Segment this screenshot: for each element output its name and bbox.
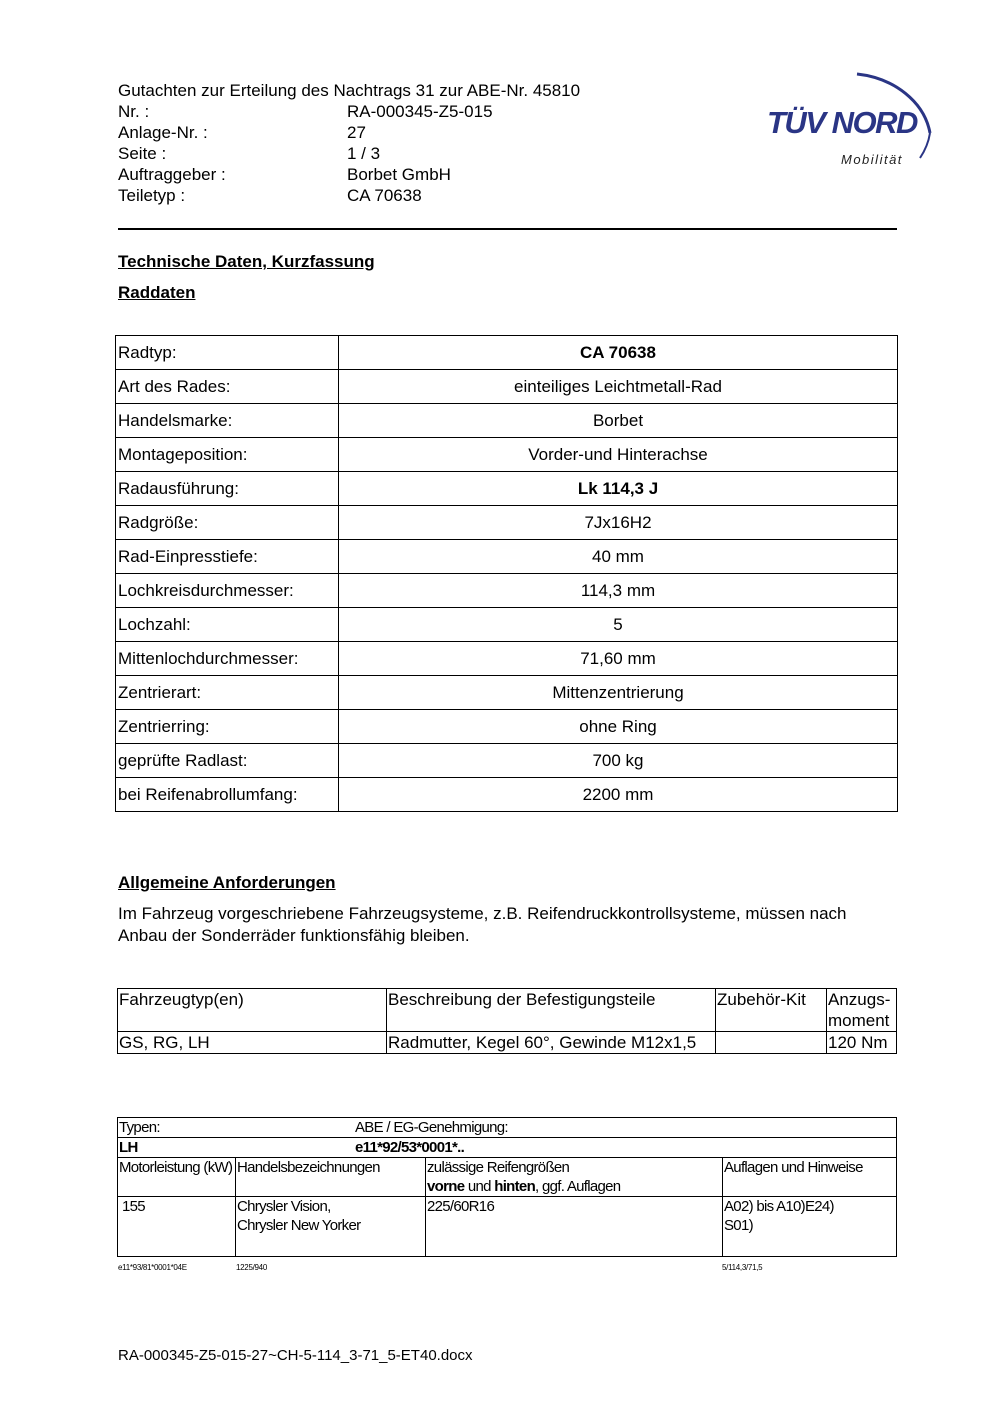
- logo-subtitle: Mobilität: [841, 152, 903, 167]
- column-header: Auflagen und Hinweise: [723, 1158, 897, 1197]
- row-label: Lochkreisdurchmesser:: [116, 574, 339, 608]
- table-header-row: [118, 989, 897, 1032]
- footnote: e11*93/81*0001*04E: [118, 1263, 187, 1272]
- row-label: Lochzahl:: [116, 608, 339, 642]
- table-row: [116, 744, 898, 778]
- table-row: [116, 506, 898, 540]
- column-header: Zubehör-Kit: [716, 989, 827, 1032]
- tuev-nord-logo: [765, 58, 945, 173]
- table-cell: 120 Nm: [827, 1032, 897, 1054]
- row-value: 40 mm: [339, 540, 898, 574]
- typen-table: [117, 1117, 897, 1257]
- table-cell: 155: [118, 1197, 236, 1257]
- row-value: einteiliges Leichtmetall-Rad: [339, 370, 898, 404]
- table-header-row: [118, 1158, 897, 1197]
- document-title: Gutachten zur Erteilung des Nachtrags 31 zur ABE-Nr. 45810: [118, 81, 581, 100]
- table-row: [116, 608, 898, 642]
- column-header: zulässige Reifengrößen vorne und hinten, ggf. Auflagen: [426, 1158, 723, 1197]
- section-title-allgemeine-anforderungen: Allgemeine Anforderungen: [118, 873, 336, 892]
- footnote: 5/114,3/71,5: [722, 1263, 763, 1272]
- table-header-row: [118, 1118, 897, 1138]
- section-title-technische-daten: Technische Daten, Kurzfassung: [118, 252, 375, 271]
- table-row: [116, 540, 898, 574]
- header-field-anlage: Anlage-Nr. : 27: [118, 123, 366, 142]
- row-value: ohne Ring: [339, 710, 898, 744]
- footnote: 1225/940: [236, 1263, 267, 1272]
- row-label: Zentrierart:: [116, 676, 339, 710]
- row-label: bei Reifenabrollumfang:: [116, 778, 339, 812]
- row-label: Rad-Einpresstiefe:: [116, 540, 339, 574]
- row-label: Radausführung:: [116, 472, 339, 506]
- document-header: [118, 80, 580, 206]
- table-row: [116, 710, 898, 744]
- header-field-auftraggeber: Auftraggeber : Borbet GmbH: [118, 165, 451, 184]
- row-value: 114,3 mm: [339, 574, 898, 608]
- table-row: [116, 676, 898, 710]
- header-field-seite: Seite : 1 / 3: [118, 144, 381, 163]
- row-value: Borbet: [339, 404, 898, 438]
- header-divider: [118, 228, 897, 230]
- typen-value-cell: [118, 1138, 897, 1158]
- table-row: [116, 472, 898, 506]
- row-label: Zentrierring:: [116, 710, 339, 744]
- row-value: 71,60 mm: [339, 642, 898, 676]
- typen-label: Typen:: [119, 1119, 160, 1136]
- befestigung-table: [117, 988, 897, 1054]
- row-label: Handelsmarke:: [116, 404, 339, 438]
- column-header: Beschreibung der Befestigungsteile: [387, 989, 716, 1032]
- row-value: 700 kg: [339, 744, 898, 778]
- column-header: Motorleistung (kW): [118, 1158, 236, 1197]
- table-cell: [716, 1032, 827, 1054]
- row-value: 7Jx16H2: [339, 506, 898, 540]
- table-row: [116, 370, 898, 404]
- table-row: [116, 574, 898, 608]
- typ-value: LH: [119, 1139, 138, 1156]
- table-cell: Radmutter, Kegel 60°, Gewinde M12x1,5: [387, 1032, 716, 1054]
- row-label: Art des Rades:: [116, 370, 339, 404]
- row-value: Lk 114,3 J: [339, 472, 898, 506]
- header-field-teiletyp: Teiletyp : CA 70638: [118, 186, 422, 205]
- raddaten-table: [115, 335, 898, 812]
- row-label: Radgröße:: [116, 506, 339, 540]
- table-row: [116, 336, 898, 370]
- section-subtitle-raddaten: Raddaten: [118, 283, 196, 302]
- column-header: Fahrzeugtyp(en): [118, 989, 387, 1032]
- table-row: [118, 1138, 897, 1158]
- row-label: Montageposition:: [116, 438, 339, 472]
- document-footer: RA-000345-Z5-015-27~CH-5-114_3-71_5-ET40.docx: [118, 1347, 473, 1364]
- table-row: [116, 404, 898, 438]
- table-row: [116, 642, 898, 676]
- row-value: CA 70638: [339, 336, 898, 370]
- table-row: [116, 438, 898, 472]
- header-field-nr: Nr. : RA-000345-Z5-015: [118, 102, 493, 121]
- row-label: Radtyp:: [116, 336, 339, 370]
- row-label: Mittenlochdurchmesser:: [116, 642, 339, 676]
- typen-header-cell: [118, 1118, 897, 1138]
- logo-brand: TÜV NORD: [767, 105, 917, 140]
- row-value: Mittenzentrierung: [339, 676, 898, 710]
- row-label: geprüfte Radlast:: [116, 744, 339, 778]
- table-row: [118, 1197, 897, 1257]
- table-row: [116, 778, 898, 812]
- abe-label: ABE / EG-Genehmigung:: [355, 1119, 508, 1136]
- table-cell: Chrysler Vision, Chrysler New Yorker: [236, 1197, 426, 1257]
- row-value: 2200 mm: [339, 778, 898, 812]
- requirements-paragraph: Im Fahrzeug vorgeschriebene Fahrzeugsysteme, z.B. Reifendruckkontrollsysteme, müssen nach Anbau der Sonderräder funktionsfähig bleiben.: [118, 904, 847, 945]
- table-cell: GS, RG, LH: [118, 1032, 387, 1054]
- row-value: 5: [339, 608, 898, 642]
- abe-value: e11*92/53*0001*..: [355, 1139, 465, 1156]
- column-header: Handelsbezeichnungen: [236, 1158, 426, 1197]
- column-header: Anzugs-moment: [827, 989, 897, 1032]
- row-value: Vorder-und Hinterachse: [339, 438, 898, 472]
- table-cell: 225/60R16: [426, 1197, 723, 1257]
- table-row: [118, 1032, 897, 1054]
- table-cell: A02) bis A10)E24) S01): [723, 1197, 897, 1257]
